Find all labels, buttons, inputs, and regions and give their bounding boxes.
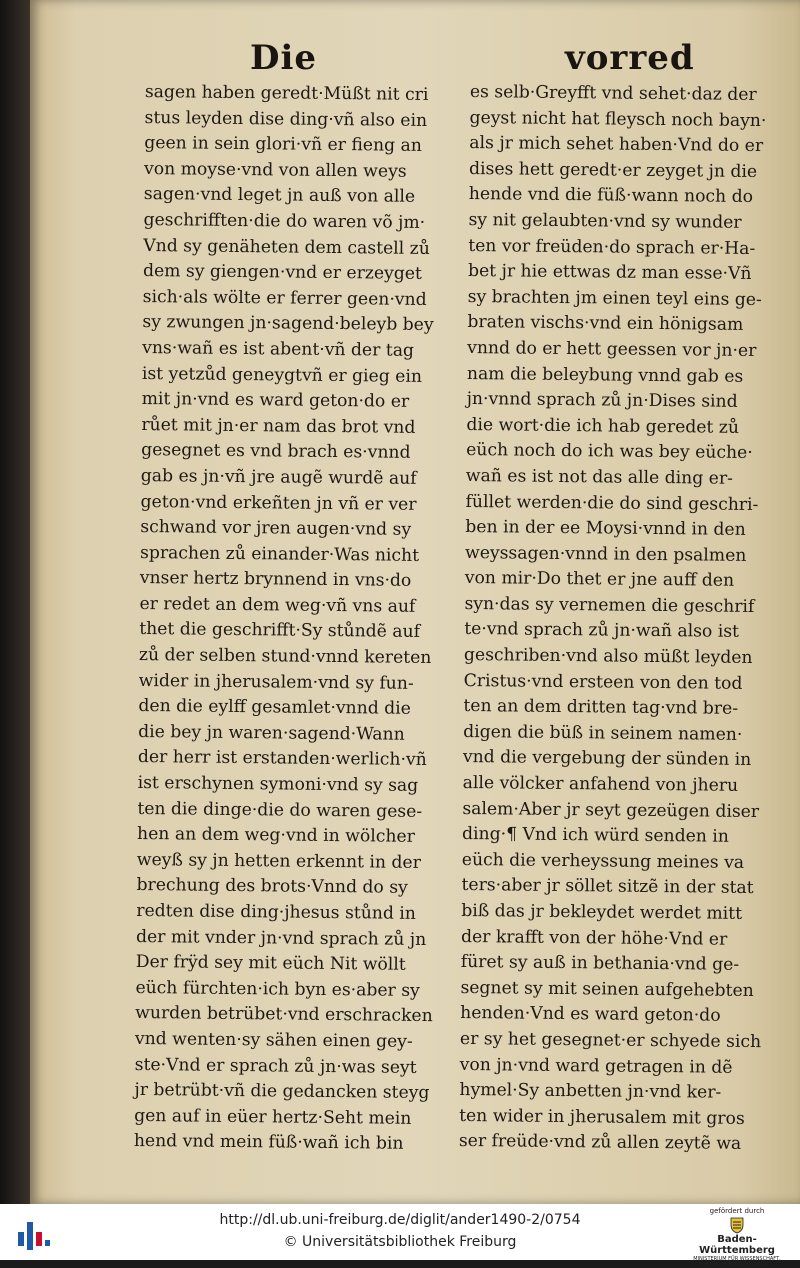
text-line: ste·Vnd er sprach zů jn·was seyt	[134, 1054, 417, 1078]
text-line: füllet werden·die do sind geschri-	[465, 491, 759, 515]
text-line: wurden betrübet·vnd erschracken	[135, 1003, 433, 1027]
text-line: er sy het gesegnet·er schyede sich	[459, 1028, 762, 1053]
page-binding-edge	[0, 0, 30, 1204]
text-line: wider in jherusalem·vnd sy fun-	[138, 670, 414, 694]
text-line: ser freüde·vnd zů allen zeytẽ wa	[458, 1131, 742, 1155]
text-line: schwand vor jren augen·vnd sy	[140, 517, 412, 540]
text-line: ten vor freüden·do sprach er·Ha-	[468, 235, 756, 259]
text-column-left	[134, 80, 445, 1158]
text-line: zů der selben stund·vnnd kereten	[138, 645, 432, 669]
text-line: růet mit jn·er nam das brot vnd	[141, 414, 416, 438]
text-line: ben in der ee Moysi·vnnd in den	[465, 517, 746, 541]
text-line: henden·Vnd es ward geton·do	[460, 1003, 721, 1027]
text-line: die wort·die ich hab geredet zů	[466, 414, 740, 438]
funder-badge	[682, 1206, 792, 1268]
footer-bar	[0, 1204, 800, 1268]
text-line: jr betrübt·vñ die gedancken steyg	[134, 1080, 430, 1104]
text-line: gen auf in eüer hertz·Seht mein	[134, 1105, 412, 1129]
text-line: alle völcker anfahend von jheru	[462, 772, 739, 796]
text-line: geen in sein glori·vñ er fieng an	[144, 133, 422, 157]
text-line: dises hett geredt·er zeyget jn die	[468, 158, 758, 182]
text-line: te·vnd sprach zů jn·wañ also ist	[464, 619, 740, 643]
text-column-right	[458, 80, 767, 1158]
text-line: der herr ist erstanden·werlich·vñ	[137, 747, 427, 771]
text-line: eüch noch do ich was bey eüche·	[466, 440, 753, 464]
text-line: der krafft von der höhe·Vnd er	[460, 926, 728, 950]
text-line: dem sy giengen·vnd er erzeyget	[142, 261, 422, 285]
text-line: ten die dinge·die do waren gese-	[137, 798, 423, 822]
text-line: sagen·vnd leget jn auß von alle	[143, 184, 416, 208]
text-line: eüch fürchten·ich byn es·aber sy	[135, 977, 420, 1001]
funder-name: Baden-Württemberg	[699, 1234, 775, 1256]
text-line: nam die beleybung vnnd gab es	[466, 363, 744, 387]
text-line: sy brachten jm einen teyl eins ge-	[467, 286, 762, 310]
text-line: syn·das sy vernemen die geschrif	[464, 593, 755, 617]
funder-label: gefördert durch	[709, 1207, 765, 1215]
text-line: hymel·Sy anbetten jn·vnd ker-	[459, 1080, 722, 1103]
text-line: sagen haben geredt·Müßt nit cri	[144, 81, 429, 105]
text-line: eüch die verheyssung meines va	[461, 849, 745, 873]
text-line: er redet an dem weg·vñ vns auf	[139, 593, 416, 617]
text-line: redten dise ding·jhesus stůnd in	[136, 900, 417, 924]
text-line: vnser hertz brynnend in vns·do	[139, 568, 412, 592]
running-header-left: Die	[250, 38, 318, 78]
text-line: vnd wenten·sy sähen einen gey-	[134, 1028, 413, 1052]
text-line: ist erschynen symoni·vnd sy sag	[137, 772, 419, 796]
text-line: weyssagen·vnnd in den psalmen	[464, 542, 747, 566]
text-line: thet die geschrifft·Sy stůndẽ auf	[139, 619, 421, 643]
text-line: von jn·vnd ward getragen in dẽ	[459, 1054, 733, 1078]
text-line: geschriben·vnd also müßt leyden	[463, 645, 753, 669]
running-header-right: vorred	[565, 38, 695, 78]
text-line: sich·als wölte er ferrer geen·vnd	[142, 286, 427, 310]
text-line: wañ es ist not das alle ding er-	[465, 465, 734, 489]
text-line: vnd die vergebung der sünden in	[462, 747, 752, 771]
text-line: sy nit gelaubten·vnd sy wunder	[468, 209, 742, 233]
text-line: Vnd sy genäheten dem castell zů	[143, 235, 430, 259]
text-line: den die eylff gesamlet·vnnd die	[138, 696, 412, 720]
text-line: ters·aber jr söllet sitzẽ in der stat	[461, 875, 754, 899]
text-line: geschrifften·die do waren võ jm·	[143, 209, 426, 233]
text-line: bet jr hie ettwas dz man esse·Vñ	[467, 261, 752, 285]
text-line: segnet sy mit seinen aufgehebten	[460, 977, 754, 1001]
funder-subtitle: MINISTERIUM FÜR WISSENSCHAFT, FORSCHUNG UND KUNST	[693, 1256, 781, 1268]
text-line: hend vnd mein füß·wañ ich bin	[133, 1131, 404, 1155]
text-line: biß das jr bekleydet werdet mitt	[461, 900, 743, 924]
text-line: Der frÿd sey mit eüch Nit wöllt	[135, 952, 406, 975]
text-line: ist yetzůd geneygtvñ er gieg ein	[141, 363, 423, 387]
text-line: gab es jn·vñ jre augẽ wurdẽ auf	[140, 465, 417, 489]
text-line: Cristus·vnd ersteen von den tod	[463, 670, 743, 694]
text-line: hen an dem weg·vnd in wölcher	[136, 824, 415, 848]
copyright-text: © Universitätsbibliothek Freiburg	[283, 1234, 517, 1250]
text-line: ding·¶ Vnd ich würd senden in	[461, 824, 730, 847]
text-line: ten an dem dritten tag·vnd bre-	[463, 696, 739, 720]
text-line: digen die büß in seinem namen·	[463, 721, 743, 745]
text-line: füret sy auß in bethania·vnd ge-	[460, 952, 740, 976]
text-line: hende vnd die füß·wann noch do	[468, 184, 754, 208]
text-line: braten vischs·vnd ein hönigsam	[467, 312, 744, 336]
text-line: sy zwungen jn·sagend·beleyb bey	[142, 312, 434, 336]
text-line: als jr mich sehet haben·Vnd do er	[469, 133, 764, 157]
text-line: ten wider in jherusalem mit gros	[459, 1105, 745, 1129]
text-line: die bey jn waren·sagend·Wann	[138, 721, 405, 745]
text-line: gesegnet es vnd brach es·vnnd	[141, 440, 411, 464]
text-line: von mir·Do thet er jne auff den	[464, 568, 735, 592]
coat-of-arms-icon	[725, 1216, 749, 1234]
text-line: es selb·Greyfft vnd sehet·daz der	[469, 81, 757, 106]
text-line: jn·vnnd sprach zů jn·Dises sind	[466, 389, 738, 412]
text-line: geton·vnd erkeñten jn vñ er ver	[140, 491, 417, 515]
text-line: vns·wañ es ist abent·vñ der tag	[142, 337, 415, 361]
text-line: mit jn·vnd es ward geton·do er	[141, 389, 410, 412]
text-line: der mit vnder jn·vnd sprach zů jn	[135, 926, 427, 950]
text-line: vnnd do er hett geessen vor jn·er	[467, 337, 757, 361]
page-url-link[interactable]: http://dl.ub.uni-freiburg.de/diglit/ander1490-2/0754	[219, 1212, 581, 1228]
text-line: von moyse·vnd von allen weys	[143, 158, 407, 182]
text-line: sprachen zů einander·Was nicht	[139, 542, 420, 566]
text-line: stus leyden dise ding·vñ also ein	[144, 107, 428, 131]
text-line: weyß sy jn hetten erkennt in der	[136, 849, 421, 873]
text-line: salem·Aber jr seyt gezeügen diser	[462, 798, 760, 822]
text-line: geyst nicht hat fleysch noch bayn·	[469, 107, 767, 131]
text-line: brechung des brots·Vnnd do sy	[136, 875, 408, 899]
